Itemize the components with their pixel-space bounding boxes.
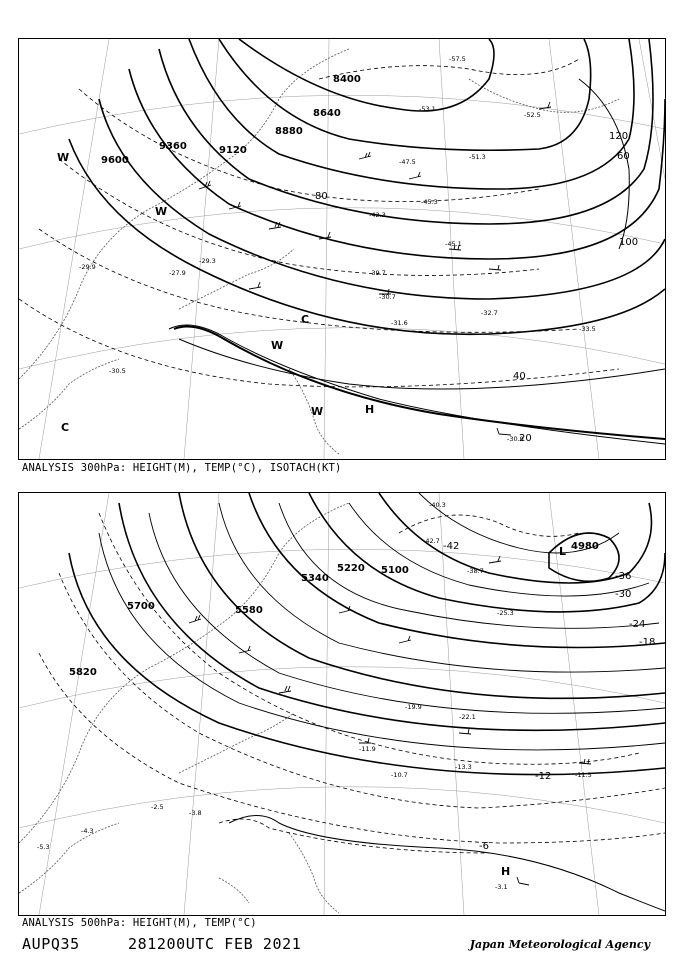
station-value: -45.1 bbox=[445, 240, 462, 248]
isotach-20 bbox=[174, 327, 665, 439]
caption-300hpa: ANALYSIS 300hPa: HEIGHT(M), TEMP(°C), ISOTACH(KT) bbox=[22, 462, 342, 474]
station-value: -11.9 bbox=[359, 745, 376, 753]
height-label: 5580 bbox=[235, 605, 263, 616]
graticule bbox=[19, 39, 665, 459]
height-label: 8400 bbox=[333, 74, 361, 85]
station-value: -25.3 bbox=[497, 609, 514, 617]
station-value: -10.7 bbox=[391, 771, 408, 779]
station-value: -51.3 bbox=[469, 153, 486, 161]
station-value: -30.7 bbox=[379, 293, 396, 301]
isotach-label: 100 bbox=[619, 237, 639, 248]
isotach-label: 60 bbox=[617, 151, 630, 162]
temp-label: -36 bbox=[615, 571, 632, 582]
coastline bbox=[19, 503, 349, 913]
station-value: -57.5 bbox=[449, 55, 466, 63]
temp-label: -24 bbox=[629, 619, 646, 630]
station-value: -33.5 bbox=[579, 325, 596, 333]
station-value: -42.7 bbox=[423, 537, 440, 545]
temp-label: -18 bbox=[639, 637, 656, 648]
station-value: -42.3 bbox=[369, 211, 386, 219]
height-label: 5700 bbox=[127, 601, 155, 612]
station-value: -3.1 bbox=[495, 883, 508, 891]
isotherm-minus6 bbox=[229, 816, 665, 912]
height-label: 5820 bbox=[69, 667, 97, 678]
caption-500hpa: ANALYSIS 500hPa: HEIGHT(M), TEMP(°C) bbox=[22, 917, 257, 929]
warm-marker: W bbox=[271, 339, 284, 352]
height-label: 4980 bbox=[571, 541, 599, 552]
station-value: -32.7 bbox=[481, 309, 498, 317]
height-label: 9600 bbox=[101, 155, 129, 166]
station-value: -45.3 bbox=[421, 198, 438, 206]
warm-marker: W bbox=[155, 205, 168, 218]
station-value: -53.1 bbox=[419, 105, 436, 113]
cold-marker: C bbox=[301, 313, 310, 326]
station-value: -4.3 bbox=[81, 827, 94, 835]
station-value: -30.5 bbox=[109, 367, 126, 375]
isotach-label: 40 bbox=[513, 371, 526, 382]
station-value: -39.7 bbox=[369, 269, 386, 277]
station-value: -29.3 bbox=[199, 257, 216, 265]
height-label: 5100 bbox=[381, 565, 409, 576]
station-value: -11.5 bbox=[575, 771, 592, 779]
temp-label: -30 bbox=[615, 589, 632, 600]
cold-marker: C bbox=[61, 421, 70, 434]
height-contours bbox=[69, 493, 665, 775]
height-label: 8880 bbox=[275, 126, 303, 137]
station-value: -19.9 bbox=[405, 703, 422, 711]
station-value: -13.3 bbox=[455, 763, 472, 771]
station-value: -29.9 bbox=[79, 263, 96, 271]
warm-marker: W bbox=[311, 405, 324, 418]
isotach-label: 20 bbox=[519, 433, 532, 444]
station-value: -47.5 bbox=[399, 158, 416, 166]
warm-marker: W bbox=[57, 151, 70, 164]
isotach-label: 80 bbox=[315, 191, 328, 202]
map-panel-500hpa bbox=[18, 492, 666, 916]
height-label: 9360 bbox=[159, 141, 187, 152]
station-value: -30.9 bbox=[507, 435, 524, 443]
thin-height-contours bbox=[99, 493, 665, 750]
station-value: -40.3 bbox=[429, 501, 446, 509]
map-panel-300hpa bbox=[18, 38, 666, 460]
temp-label: -12 bbox=[535, 771, 552, 782]
chart-code: AUPQ35 bbox=[22, 935, 80, 953]
high-marker: H bbox=[365, 403, 375, 416]
map-500hpa-svg bbox=[19, 493, 665, 915]
height-label: 5220 bbox=[337, 563, 365, 574]
temp-label: -42 bbox=[443, 541, 460, 552]
isotach-label: 120 bbox=[609, 131, 629, 142]
station-value: -38.7 bbox=[467, 567, 484, 575]
low-marker: L bbox=[559, 545, 567, 558]
agency-name: Japan Meteorological Agency bbox=[469, 938, 650, 951]
station-value: -31.6 bbox=[391, 319, 408, 327]
height-label: 9120 bbox=[219, 145, 247, 156]
station-value: -52.5 bbox=[524, 111, 541, 119]
station-value: -22.1 bbox=[459, 713, 476, 721]
high-marker: H bbox=[501, 865, 511, 878]
station-value: -27.9 bbox=[169, 269, 186, 277]
map-300hpa-svg bbox=[19, 39, 665, 459]
valid-time: 281200UTC FEB 2021 bbox=[128, 935, 302, 953]
station-value: -2.5 bbox=[151, 803, 164, 811]
height-label: 8640 bbox=[313, 108, 341, 119]
temp-label: -6 bbox=[479, 841, 489, 852]
station-value: -3.8 bbox=[189, 809, 202, 817]
station-value: -5.3 bbox=[37, 843, 50, 851]
graticule bbox=[19, 493, 665, 915]
height-label: 5340 bbox=[301, 573, 329, 584]
